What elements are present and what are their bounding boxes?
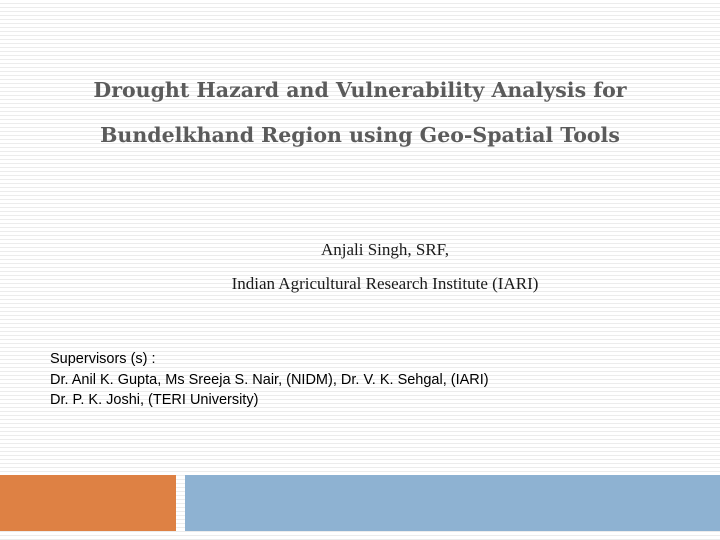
- author-affiliation: Indian Agricultural Research Institute (IARI): [231, 274, 539, 293]
- footer-bar-blue: [185, 475, 720, 531]
- footer-bar-orange: [0, 475, 176, 531]
- author-name: Anjali Singh, SRF,: [320, 240, 450, 259]
- supervisors-block: [50, 349, 690, 411]
- title-line-1: Drought Hazard and Vulnerability Analysis for: [93, 78, 627, 102]
- supervisors-line-1: Dr. Anil K. Gupta, Ms Sreeja S. Nair, (NIDM), Dr. V. K. Sehgal, (IARI): [50, 371, 489, 388]
- slide-title: [40, 68, 680, 158]
- supervisors-line-2: Dr. P. K. Joshi, (TERI University): [50, 392, 259, 408]
- supervisors-heading: Supervisors (s) :: [50, 351, 156, 367]
- title-line-2: Bundelkhand Region using Geo-Spatial Tools: [100, 123, 620, 147]
- author-block: [100, 233, 670, 301]
